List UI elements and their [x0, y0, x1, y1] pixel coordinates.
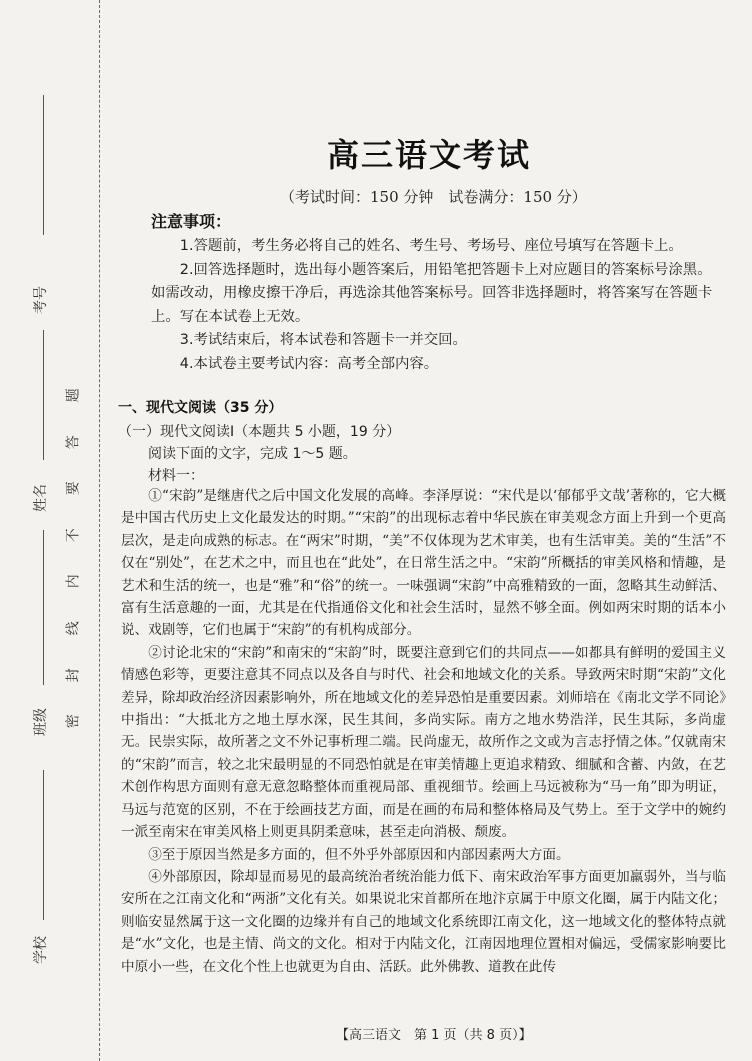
seal-char: 不: [65, 528, 82, 543]
page-footer: 【高三语文 第 1 页（共 8 页）】: [336, 1028, 532, 1043]
notice-item: 3.考试结束后，将本试卷和答题卡一并交回。: [179, 332, 467, 348]
reading-instruction: 阅读下面的文字，完成 1～5 题。: [148, 446, 357, 462]
notice-heading: 注意事项：: [151, 212, 232, 231]
binding-margin: [0, 0, 100, 1061]
seal-char: 题: [65, 388, 82, 403]
exam-time-info: （考试时间：150 分钟 试卷满分：150 分）: [280, 188, 587, 206]
reading-passage: [121, 485, 726, 978]
seal-char: 要: [65, 481, 82, 496]
seal-char: 线: [65, 621, 82, 636]
notice-item: 1.答题前，考生务必将自己的姓名、考生号、考场号、座位号填写在答题卡上。: [179, 238, 683, 254]
seal-char: 密: [65, 714, 82, 729]
seal-dashed-line: [99, 0, 100, 1061]
xuexiao-label: 学校: [33, 936, 49, 964]
passage-paragraph: ①“宋韵”是继唐代之后中国文化发展的高峰。李泽厚说：“宋代是以‘郁郁乎文哉’著称的，它大概是中国古代历史上文化最发达的时期。”“宋韵”的出现标志着中华民族在审美观念方面上升到一个更高层次，是走向成熟的标志。在“两宋”时期，“美”不仅体现为艺术审美，也有生活审美。美的“生活”不仅在“别处”，在艺术之中，而且也在“此处”，在日常生活之中。“宋韵”所概括的审美风格和情趣，是艺术和生活的统一，也是“雅”和“俗”的统一。一味强调“宋韵”中高雅精致的一面，忽略其生动鲜活、富有生活意趣的一面，尤其是在代指通俗文化和社会生活时，显然不够全面。例如两宋时期的话本小说、戏剧等，它们也属于“宋韵”的有机构成部分。: [121, 488, 726, 639]
passage-paragraph: ④外部原因，除却显而易见的最高统治者统治能力低下、南宋政治军事方面更加羸弱外，当与临安所在之江南文化和“两浙”文化有关。如果说北宋首都所在地汴京属于中原文化圈，属于内陆文化；则临安显然属于这一文化圈的边缘并有自己的地域文化系统即江南文化，这一地域文化的整体特点就是“水”文化，也是主情、尚文的文化。相对于内陆文化，江南因地理位置相对偏远，受儒家影响要比中原小一些，在文化个性上也就更为自由、活跃。此外佛教、道教在此传: [121, 868, 726, 975]
section-heading: 一、现代文阅读（35 分）: [118, 400, 283, 416]
seal-line-text: [63, 372, 85, 745]
xuexiao-line: [43, 770, 44, 920]
passage-paragraph: ②讨论北宋的“宋韵”和南宋的“宋韵”时，既要注意到它们的共同点——如都具有鲜明的爱国主义情感色彩等，更要注意其不同点以及各自与时代、社会和地域文化的关系。导致两宋时期“宋韵”文化差异，除却政治经济因素影响外，所在地域文化的差异恐怕是重要因素。刘师培在《南北文学不同论》中指出：“大抵北方之地土厚水深，民生其间，多尚实际。南方之地水势浩洋，民生其际，多尚虚无。民崇实际，故所著之文不外记事析理二端。民尚虚无，故所作之文或为言志抒情之体。”仅就南宋的“宋韵”而言，较之北宋最明显的不同恐怕就是在审美情趣上更追求精致、细腻和含蓄、内敛，在艺术创作构思方面则有意无意忽略整体而重视局部、重视细节。绘画上马远被称为“马一角”即为明证，马远与范宽的区别，不在于绘画技艺方面，而是在画的布局和整体格局及气势上。至于文学中的婉约一派至南宋在审美风格上则更具阴柔意味，甚至走向消极、颓废。: [121, 644, 726, 841]
xingming-label: 姓名: [33, 484, 49, 512]
kaohao-label: 考号: [33, 286, 49, 314]
banji-label: 班级: [33, 708, 49, 736]
notice-item: 4.本试卷主要考试内容：高考全部内容。: [179, 355, 439, 372]
seal-char: 内: [65, 574, 82, 589]
notice-item: 2.回答选择题时，选出每小题答案后，用铅笔把答题卡上对应题目的答案标号涂黑。如需改动，用橡皮擦干净后，再选涂其他答案标号。回答非选择题时，将答案写在答题卡上。写在本试卷上无效。: [151, 261, 713, 325]
notice-list: [151, 235, 721, 376]
exam-title: 高三语文考试: [327, 136, 532, 174]
kaohao-line: [43, 95, 44, 235]
passage-paragraph: ③至于原因当然是多方面的，但不外乎外部原因和内部因素两大方面。: [148, 846, 570, 863]
xingming-line: [43, 330, 44, 460]
seal-char: 封: [65, 667, 82, 682]
seal-char: 答: [65, 434, 82, 449]
subsection-heading: （一）现代文阅读Ⅰ（本题共 5 小题，19 分）: [118, 424, 401, 440]
banji-line: [43, 530, 44, 685]
material-label: 材料一：: [148, 468, 204, 484]
